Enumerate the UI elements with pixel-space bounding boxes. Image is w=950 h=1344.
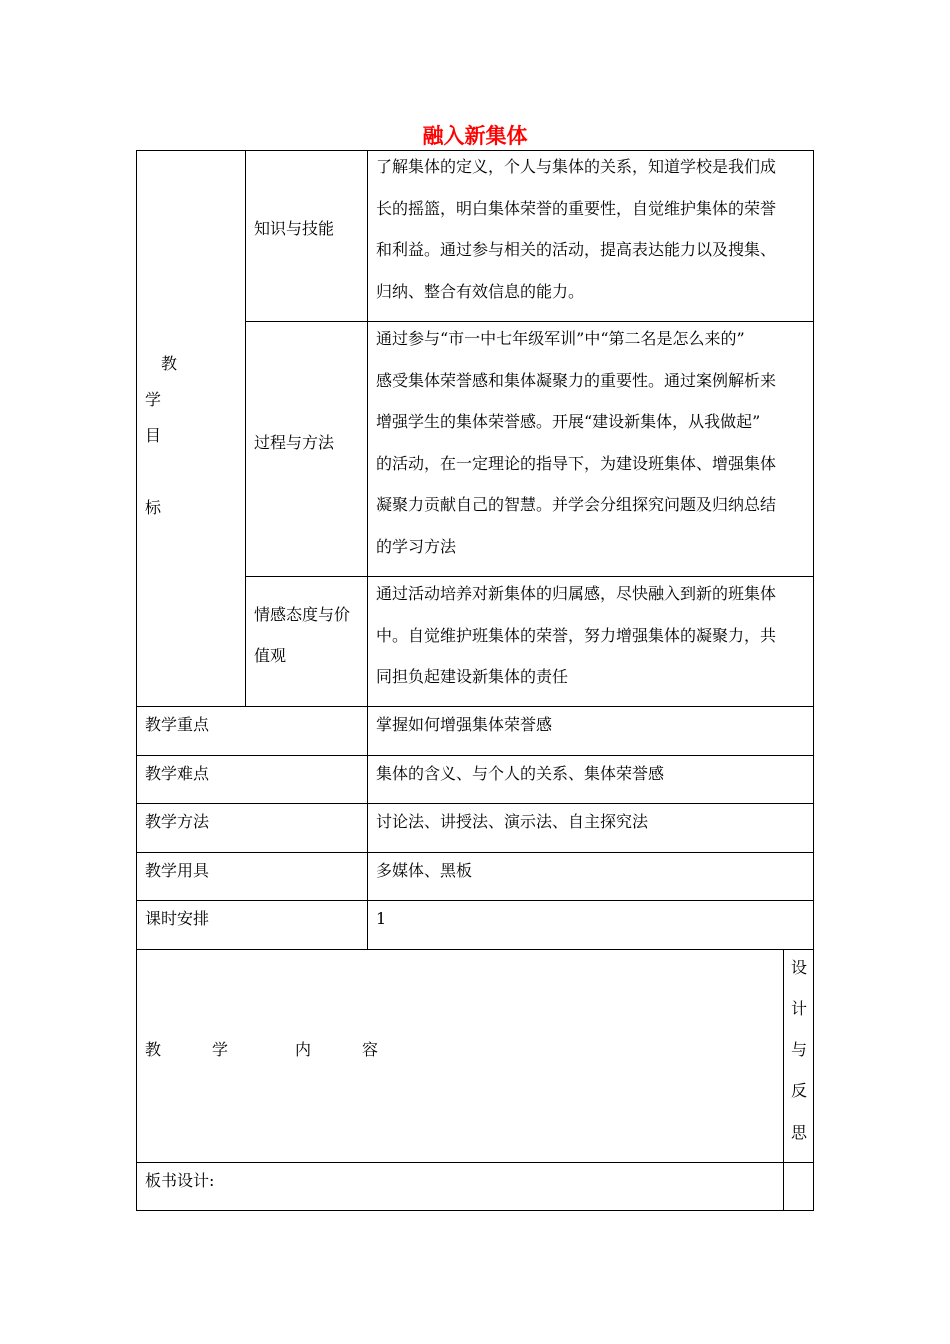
goal-row-label: 情感态度与价 <box>254 605 351 624</box>
row-sep-5 <box>136 949 814 950</box>
info-row-label: 教学用具 <box>145 861 210 880</box>
label-value-divider <box>367 150 368 950</box>
content-label-char: 学 <box>212 1040 229 1059</box>
goal-divider-1 <box>245 150 246 707</box>
row-sep-3 <box>136 852 814 853</box>
table-border-right <box>813 150 814 1211</box>
side-label-char: 与 <box>791 1040 808 1059</box>
info-row-value: 集体的含义、与个人的关系、集体荣誉感 <box>376 764 665 783</box>
info-row-value: 1 <box>376 909 387 928</box>
row-sep-6 <box>136 1162 814 1163</box>
goal-row-label: 知识与技能 <box>254 219 335 238</box>
row-sep-4 <box>136 900 814 901</box>
content-label-char: 教 <box>145 1040 162 1059</box>
goal-row-content: 了解集体的定义，个人与集体的关系，知道学校是我们成 长的摇篮，明白集体荣誉的重要性，自觉维护集体的荣誉 和利益。通过参与相关的活动，提高表达能力以及搜集、 归纳、整合有效信息的能力。 <box>376 157 777 301</box>
info-row-label: 教学方法 <box>145 812 210 831</box>
info-row-value: 掌握如何增强集体荣誉感 <box>376 715 553 734</box>
goal-label-char: 学 <box>145 390 162 409</box>
content-label-char: 内 <box>295 1040 312 1059</box>
goal-row-content: 通过活动培养对新集体的归属感，尽快融入到新的班集体 中。自觉维护班集体的荣誉，努力增强集体的凝聚力，共 同担负起建设新集体的责任 <box>376 584 777 686</box>
goal-label-char: 标 <box>145 498 162 517</box>
table-border-bottom <box>136 1210 814 1211</box>
row-sep-goals-end <box>136 706 814 707</box>
goal-row-label: 值观 <box>254 646 287 665</box>
content-label-char: 容 <box>362 1040 379 1059</box>
side-label-char: 思 <box>791 1123 808 1142</box>
side-label-char: 设 <box>791 958 808 977</box>
document-title: 融入新集体 <box>422 124 528 148</box>
info-row-label: 课时安排 <box>145 909 210 928</box>
info-row-value: 多媒体、黑板 <box>376 861 473 880</box>
side-column-divider <box>783 949 784 1211</box>
board-design-label: 板书设计: <box>145 1171 215 1190</box>
goal-row-content: 通过参与“市一中七年级军训”中“第二名是怎么来的” 感受集体荣誉感和集体凝聚力的重要性。通过案例解析来 增强学生的集体荣誉感。开展“建设新集体，从我做起” 的活动，在一定理论的指导下，为建设班集体、增强集体 凝聚力贡献自己的智慧。并学会分组探究问题及归纳总结 的学习方法 <box>376 329 777 556</box>
table-border-left <box>136 150 137 1211</box>
goal-row-label: 过程与方法 <box>254 433 335 452</box>
info-row-label: 教学重点 <box>145 715 210 734</box>
info-row-label: 教学难点 <box>145 764 210 783</box>
row-sep-1 <box>136 755 814 756</box>
side-label-char: 计 <box>791 999 808 1018</box>
goal-label-char: 教 <box>161 354 178 373</box>
goal-label-char: 目 <box>145 426 162 445</box>
info-row-value: 讨论法、讲授法、演示法、自主探究法 <box>376 812 649 831</box>
row-sep-2 <box>136 803 814 804</box>
side-label-char: 反 <box>791 1081 808 1100</box>
